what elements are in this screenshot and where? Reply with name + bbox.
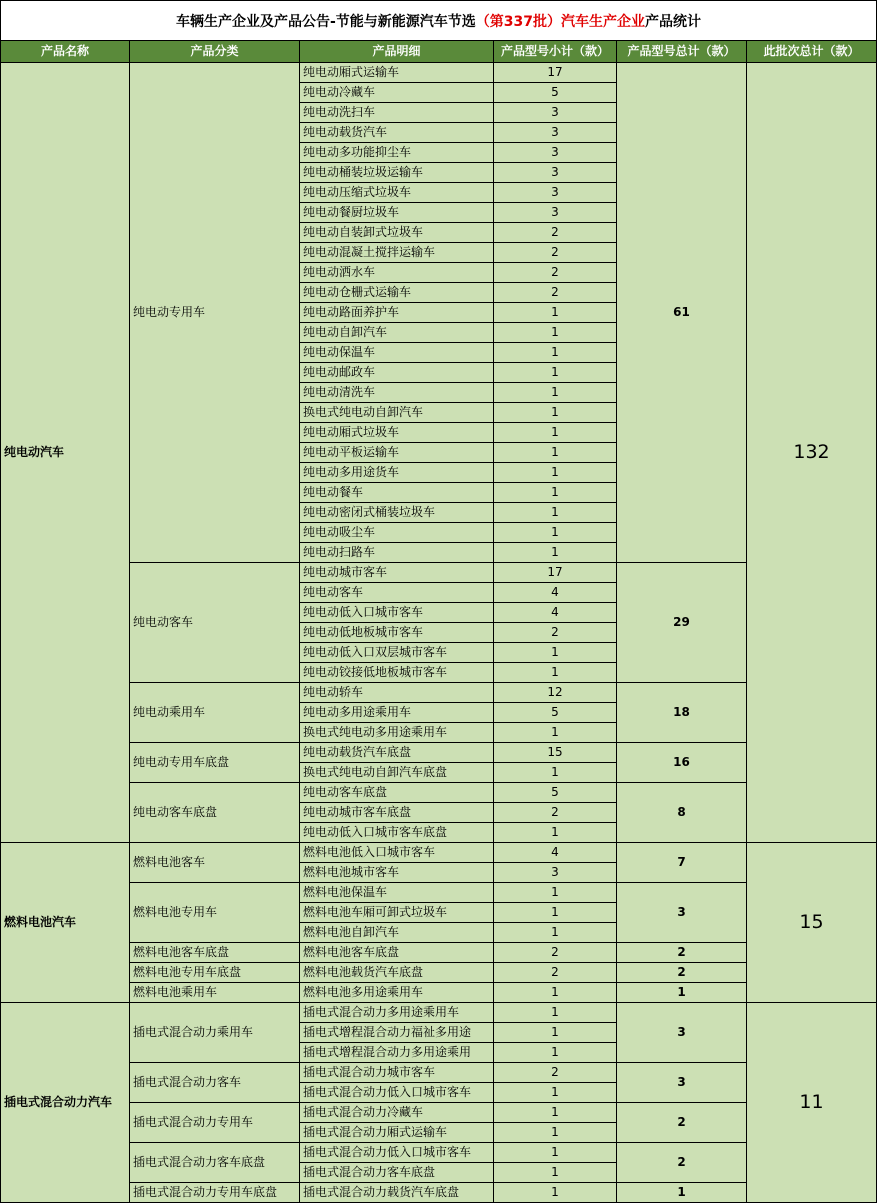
product-detail-cell: 插电式增程混合动力福祉多用途 (300, 1023, 494, 1043)
table-row (1, 1003, 877, 1023)
model-count-cell: 1 (494, 663, 617, 683)
model-count-cell: 1 (494, 1043, 617, 1063)
product-detail-cell: 纯电动冷藏车 (300, 83, 494, 103)
product-detail-cell: 纯电动多用途乘用车 (300, 703, 494, 723)
table-row (1, 883, 877, 903)
model-count-cell: 12 (494, 683, 617, 703)
product-detail-cell: 纯电动保温车 (300, 343, 494, 363)
product-name-cell: 纯电动汽车 (1, 63, 130, 843)
title-suffix: 产品统计 (645, 14, 702, 30)
product-detail-cell: 插电式混合动力冷藏车 (300, 1103, 494, 1123)
table-row (1, 983, 877, 1003)
model-count-cell: 15 (494, 743, 617, 763)
product-detail-cell: 纯电动扫路车 (300, 543, 494, 563)
product-detail-cell: 纯电动密闭式桶装垃圾车 (300, 503, 494, 523)
model-count-cell: 1 (494, 383, 617, 403)
model-count-cell: 2 (494, 943, 617, 963)
model-count-cell: 3 (494, 863, 617, 883)
model-count-cell: 2 (494, 243, 617, 263)
model-subtotal-cell: 2 (617, 963, 747, 983)
product-detail-cell: 燃料电池保温车 (300, 883, 494, 903)
model-subtotal-cell: 16 (617, 743, 747, 783)
product-detail-cell: 纯电动清洗车 (300, 383, 494, 403)
model-count-cell: 17 (494, 563, 617, 583)
model-count-cell: 17 (494, 63, 617, 83)
model-count-cell: 3 (494, 103, 617, 123)
header-batch-total: 此批次总计（款） (747, 41, 877, 63)
model-subtotal-cell: 1 (617, 983, 747, 1003)
product-name-cell: 插电式混合动力汽车 (1, 1003, 130, 1203)
model-count-cell: 5 (494, 783, 617, 803)
stats-table (0, 40, 877, 1203)
table-row (1, 843, 877, 863)
model-count-cell: 1 (494, 723, 617, 743)
model-count-cell: 1 (494, 903, 617, 923)
model-count-cell: 1 (494, 403, 617, 423)
product-detail-cell: 纯电动低入口双层城市客车 (300, 643, 494, 663)
table-row (1, 63, 877, 83)
product-detail-cell: 纯电动厢式运输车 (300, 63, 494, 83)
product-detail-cell: 纯电动压缩式垃圾车 (300, 183, 494, 203)
product-category-cell: 纯电动客车底盘 (130, 783, 300, 843)
model-count-cell: 1 (494, 443, 617, 463)
product-detail-cell: 燃料电池自卸汽车 (300, 923, 494, 943)
model-subtotal-cell: 2 (617, 1143, 747, 1183)
product-category-cell: 燃料电池乘用车 (130, 983, 300, 1003)
table-row (1, 1103, 877, 1123)
product-detail-cell: 纯电动多功能抑尘车 (300, 143, 494, 163)
header-product-name: 产品名称 (1, 41, 130, 63)
model-count-cell: 2 (494, 623, 617, 643)
product-category-cell: 纯电动客车 (130, 563, 300, 683)
product-category-cell: 插电式混合动力专用车底盘 (130, 1183, 300, 1203)
table-row (1, 563, 877, 583)
product-detail-cell: 纯电动客车底盘 (300, 783, 494, 803)
product-detail-cell: 燃料电池载货汽车底盘 (300, 963, 494, 983)
model-count-cell: 4 (494, 603, 617, 623)
table-row (1, 963, 877, 983)
sheet-title (0, 0, 877, 41)
model-count-cell: 1 (494, 463, 617, 483)
model-count-cell: 1 (494, 503, 617, 523)
model-count-cell: 3 (494, 123, 617, 143)
product-detail-cell: 插电式混合动力低入口城市客车 (300, 1143, 494, 1163)
batch-total-cell: 15 (747, 843, 877, 1003)
model-count-cell: 1 (494, 363, 617, 383)
model-subtotal-cell: 8 (617, 783, 747, 843)
model-count-cell: 5 (494, 703, 617, 723)
model-count-cell: 1 (494, 823, 617, 843)
product-detail-cell: 插电式混合动力载货汽车底盘 (300, 1183, 494, 1203)
product-detail-cell: 换电式纯电动自卸汽车底盘 (300, 763, 494, 783)
product-detail-cell: 插电式增程混合动力多用途乘用 (300, 1043, 494, 1063)
product-detail-cell: 换电式纯电动自卸汽车 (300, 403, 494, 423)
model-count-cell: 2 (494, 803, 617, 823)
model-count-cell: 1 (494, 763, 617, 783)
product-detail-cell: 纯电动客车 (300, 583, 494, 603)
product-detail-cell: 燃料电池多用途乘用车 (300, 983, 494, 1003)
product-detail-cell: 插电式混合动力客车底盘 (300, 1163, 494, 1183)
model-subtotal-cell: 61 (617, 63, 747, 563)
model-count-cell: 1 (494, 1123, 617, 1143)
model-count-cell: 1 (494, 1023, 617, 1043)
product-detail-cell: 纯电动餐车 (300, 483, 494, 503)
product-category-cell: 燃料电池专用车底盘 (130, 963, 300, 983)
model-count-cell: 1 (494, 1003, 617, 1023)
product-category-cell: 纯电动专用车底盘 (130, 743, 300, 783)
product-detail-cell: 纯电动低地板城市客车 (300, 623, 494, 643)
model-count-cell: 3 (494, 203, 617, 223)
model-count-cell: 1 (494, 423, 617, 443)
table-row (1, 943, 877, 963)
model-count-cell: 2 (494, 963, 617, 983)
model-count-cell: 1 (494, 1163, 617, 1183)
product-category-cell: 纯电动乘用车 (130, 683, 300, 743)
model-count-cell: 1 (494, 983, 617, 1003)
product-category-cell: 纯电动专用车 (130, 63, 300, 563)
model-count-cell: 2 (494, 263, 617, 283)
model-count-cell: 2 (494, 283, 617, 303)
model-subtotal-cell: 3 (617, 1063, 747, 1103)
product-detail-cell: 纯电动洗扫车 (300, 103, 494, 123)
model-count-cell: 1 (494, 543, 617, 563)
product-detail-cell: 纯电动低入口城市客车 (300, 603, 494, 623)
model-subtotal-cell: 2 (617, 943, 747, 963)
model-count-cell: 3 (494, 183, 617, 203)
product-detail-cell: 纯电动邮政车 (300, 363, 494, 383)
product-category-cell: 插电式混合动力乘用车 (130, 1003, 300, 1063)
product-detail-cell: 纯电动低入口城市客车底盘 (300, 823, 494, 843)
model-count-cell: 4 (494, 843, 617, 863)
model-subtotal-cell: 3 (617, 883, 747, 943)
batch-total-cell: 11 (747, 1003, 877, 1203)
model-subtotal-cell: 3 (617, 1003, 747, 1063)
product-detail-cell: 纯电动厢式垃圾车 (300, 423, 494, 443)
product-detail-cell: 插电式混合动力多用途乘用车 (300, 1003, 494, 1023)
header-row (1, 41, 877, 63)
model-count-cell: 2 (494, 223, 617, 243)
model-subtotal-cell: 1 (617, 1183, 747, 1203)
product-detail-cell: 纯电动多用途货车 (300, 463, 494, 483)
product-detail-cell: 纯电动路面养护车 (300, 303, 494, 323)
model-count-cell: 1 (494, 1183, 617, 1203)
product-detail-cell: 插电式混合动力城市客车 (300, 1063, 494, 1083)
product-detail-cell: 纯电动铰接低地板城市客车 (300, 663, 494, 683)
header-product-detail: 产品明细 (300, 41, 494, 63)
product-category-cell: 插电式混合动力客车底盘 (130, 1143, 300, 1183)
product-detail-cell: 纯电动自卸汽车 (300, 323, 494, 343)
product-name-cell: 燃料电池汽车 (1, 843, 130, 1003)
product-detail-cell: 纯电动城市客车底盘 (300, 803, 494, 823)
model-count-cell: 3 (494, 163, 617, 183)
product-category-cell: 燃料电池客车 (130, 843, 300, 883)
product-detail-cell: 纯电动仓栅式运输车 (300, 283, 494, 303)
table-row (1, 683, 877, 703)
model-count-cell: 1 (494, 643, 617, 663)
product-detail-cell: 燃料电池低入口城市客车 (300, 843, 494, 863)
product-detail-cell: 换电式纯电动多用途乘用车 (300, 723, 494, 743)
product-detail-cell: 纯电动洒水车 (300, 263, 494, 283)
model-count-cell: 1 (494, 1103, 617, 1123)
model-subtotal-cell: 7 (617, 843, 747, 883)
table-row (1, 1063, 877, 1083)
table-row (1, 1183, 877, 1203)
table-row (1, 1143, 877, 1163)
model-count-cell: 4 (494, 583, 617, 603)
product-detail-cell: 纯电动餐厨垃圾车 (300, 203, 494, 223)
product-detail-cell: 纯电动平板运输车 (300, 443, 494, 463)
product-detail-cell: 纯电动载货汽车 (300, 123, 494, 143)
model-count-cell: 2 (494, 1063, 617, 1083)
product-category-cell: 插电式混合动力专用车 (130, 1103, 300, 1143)
model-subtotal-cell: 2 (617, 1103, 747, 1143)
product-detail-cell: 插电式混合动力低入口城市客车 (300, 1083, 494, 1103)
product-detail-cell: 纯电动混凝土搅拌运输车 (300, 243, 494, 263)
product-detail-cell: 纯电动载货汽车底盘 (300, 743, 494, 763)
table-row (1, 743, 877, 763)
header-product-category: 产品分类 (130, 41, 300, 63)
product-detail-cell: 插电式混合动力厢式运输车 (300, 1123, 494, 1143)
model-count-cell: 3 (494, 143, 617, 163)
header-model-subtotal: 产品型号小计（款） (494, 41, 617, 63)
product-detail-cell: 纯电动自装卸式垃圾车 (300, 223, 494, 243)
title-highlight: （第337批）汽车生产企业 (475, 14, 646, 30)
model-count-cell: 1 (494, 923, 617, 943)
product-detail-cell: 纯电动轿车 (300, 683, 494, 703)
product-detail-cell: 燃料电池车厢可卸式垃圾车 (300, 903, 494, 923)
product-detail-cell: 纯电动桶装垃圾运输车 (300, 163, 494, 183)
product-detail-cell: 燃料电池客车底盘 (300, 943, 494, 963)
product-category-cell: 燃料电池专用车 (130, 883, 300, 943)
title-prefix: 车辆生产企业及产品公告-节能与新能源汽车节选 (175, 14, 476, 30)
model-count-cell: 1 (494, 343, 617, 363)
header-model-total: 产品型号总计（款） (617, 41, 747, 63)
model-count-cell: 1 (494, 1143, 617, 1163)
model-subtotal-cell: 29 (617, 563, 747, 683)
product-detail-cell: 纯电动吸尘车 (300, 523, 494, 543)
model-subtotal-cell: 18 (617, 683, 747, 743)
table-body (1, 63, 877, 1203)
model-count-cell: 1 (494, 1083, 617, 1103)
product-detail-cell: 纯电动城市客车 (300, 563, 494, 583)
model-count-cell: 1 (494, 883, 617, 903)
model-count-cell: 5 (494, 83, 617, 103)
product-detail-cell: 燃料电池城市客车 (300, 863, 494, 883)
product-category-cell: 插电式混合动力客车 (130, 1063, 300, 1103)
batch-total-cell: 132 (747, 63, 877, 843)
model-count-cell: 1 (494, 303, 617, 323)
product-category-cell: 燃料电池客车底盘 (130, 943, 300, 963)
table-row (1, 783, 877, 803)
model-count-cell: 1 (494, 483, 617, 503)
model-count-cell: 1 (494, 323, 617, 343)
model-count-cell: 1 (494, 523, 617, 543)
